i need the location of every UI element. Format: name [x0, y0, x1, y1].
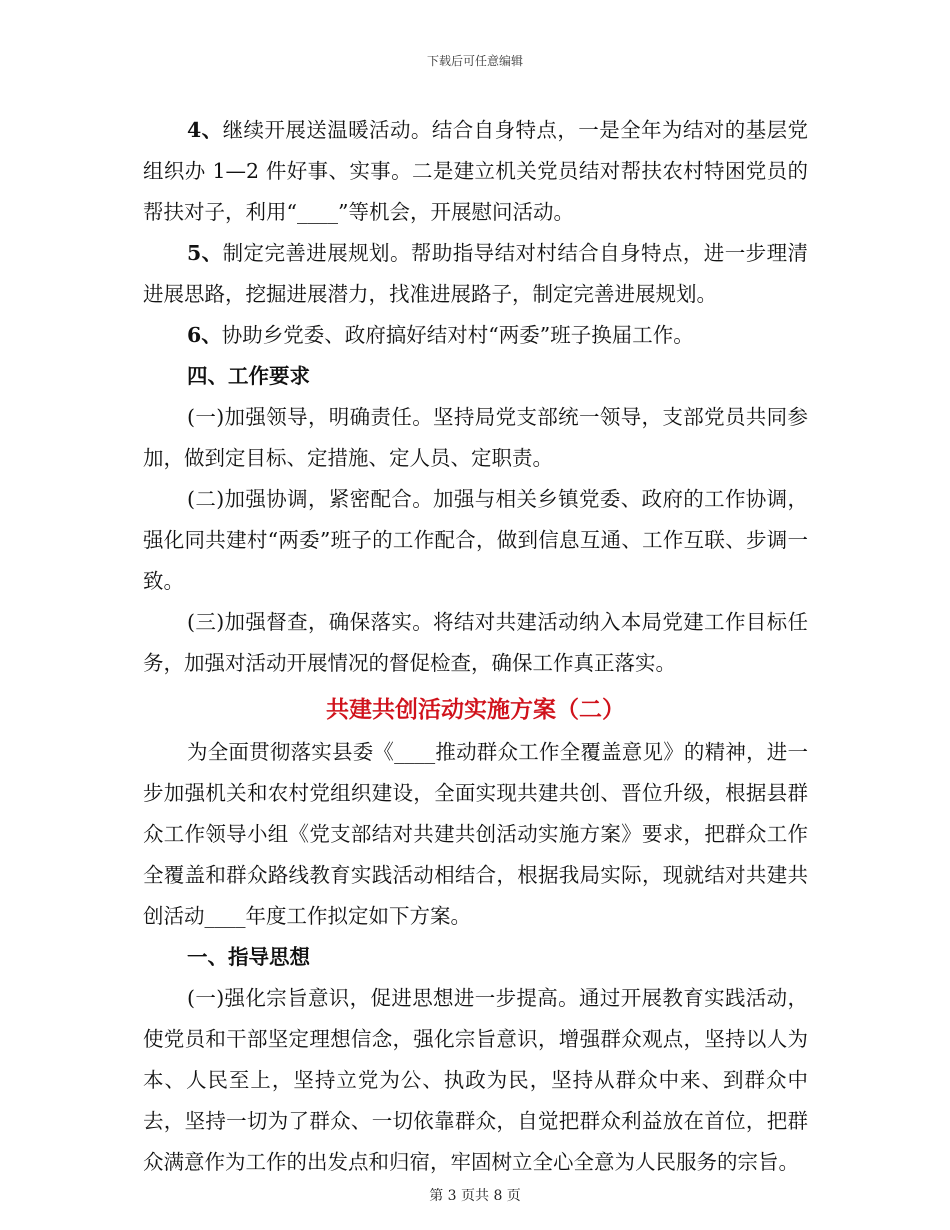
item-number: 4、 [187, 118, 223, 142]
item-text: 协助乡党委、政府搞好结对村“两委”班子换届工作。 [221, 323, 694, 347]
list-item [143, 110, 808, 233]
list-item [143, 233, 808, 315]
page-header: 下载后可任意编辑 [426, 54, 523, 68]
intro-paragraph: 为全面贯彻落实县委《____推动群众工作全覆盖意见》的精神，进一步加强机关和农村党组织建设，全面实现共建共创、晋位升级，根据县群众工作领导小组《党支部结对共建共创活动实施方案》要求，把群众工作全覆盖和群众路线教育实践活动相结合，根据我局实际，现就结对共建共创活动____年度工作拟定如下方案。 [143, 740, 808, 928]
paragraph: (一)强化宗旨意识，促进思想进一步提高。通过开展教育实践活动，使党员和干部坚定理想信念，强化宗旨意识，增强群众观点，坚持以人为本、人民至上，坚持立党为公、执政为民，坚持从群众中来、到群众中去，坚持一切为了群众、一切依靠群众，自觉把群众利益放在首位，把群众满意作为工作的出发点和归宿，牢固树立全心全意为人民服务的宗旨。 [143, 986, 808, 1174]
item-text: 制定完善进展规划。帮助指导结对村结合自身特点，进一步理清进展思路，挖掘进展潜力，找准进展路子，制定完善进展规划。 [143, 241, 808, 306]
document-body [143, 110, 808, 1183]
paragraph: (一)加强领导，明确责任。坚持局党支部统一领导，支部党员共同参加，做到定目标、定措施、定人员、定职责。 [143, 405, 808, 470]
item-number: 6、 [187, 323, 222, 347]
page-footer: 第 3 页共 8 页 [429, 1188, 521, 1204]
section-heading: 四、工作要求 [187, 364, 310, 388]
paragraph: (二)加强协调，紧密配合。加强与相关乡镇党委、政府的工作协调，强化同共建村“两委”班子的工作配合，做到信息互通、工作互联、步调一致。 [143, 487, 808, 593]
item-number: 5、 [187, 241, 223, 265]
list-item [143, 315, 808, 356]
section-heading: 一、指导思想 [187, 945, 310, 969]
item-text: 继续开展送温暖活动。结合自身特点，一是全年为结对的基层党组织办 1—2 件好事、实事。二是建立机关党员结对帮扶农村特困党员的帮扶对子，利用“____”等机会，开展慰问活动。 [143, 118, 808, 224]
paragraph: (三)加强督查，确保落实。将结对共建活动纳入本局党建工作目标任务，加强对活动开展情况的督促检查，确保工作真正落实。 [143, 610, 808, 675]
document-title: 共建共创活动实施方案（二） [326, 696, 625, 723]
